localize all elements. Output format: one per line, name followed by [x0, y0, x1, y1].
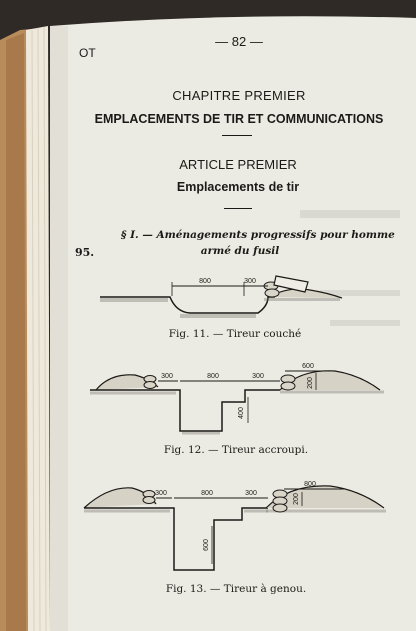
fig11-dim-2: 300 [244, 278, 256, 285]
figure-11-caption: Fig. 11. — Tireur couché [168, 328, 302, 340]
figure-13-caption: Fig. 13. — Tireur à genou. [165, 583, 307, 595]
fig13-dim-1: 300 [155, 490, 167, 497]
chapter-rule [222, 135, 252, 136]
fig13-dim-6: 200 [293, 493, 300, 505]
fig12-dim-4: 600 [302, 363, 314, 370]
fig13-dim-5: 600 [203, 539, 210, 551]
fig13-dim-2: 800 [201, 490, 213, 497]
running-head: OT [79, 46, 96, 60]
fig12-dim-3: 300 [252, 373, 264, 380]
fig12-dim-2: 800 [207, 373, 219, 380]
fig12-dim-6: 200 [307, 377, 314, 389]
section-heading-line1: § I. — Aménagements progressifs pour homme [121, 229, 395, 241]
fig13-dim-3: 300 [245, 490, 257, 497]
figure-13-drawing [0, 478, 416, 573]
fig13-dim-4: 800 [304, 481, 316, 488]
fig12-dim-1: 300 [161, 373, 173, 380]
fig12-dim-5: 400 [238, 407, 245, 419]
article-title: ARTICLE PREMIER [179, 157, 297, 172]
figure-12-drawing [0, 357, 416, 437]
article-subtitle: Emplacements de tir [176, 180, 300, 194]
fig11-dim-1: 800 [199, 278, 211, 285]
section-heading-line2: armé du fusil [200, 245, 280, 257]
chapter-subtitle: EMPLACEMENTS DE TIR ET COMMUNICATIONS [94, 112, 384, 126]
article-rule [224, 208, 252, 209]
page-number: — 82 — [215, 34, 263, 49]
chapter-title: CHAPITRE PREMIER [172, 88, 306, 103]
margin-number: 95. [75, 246, 95, 259]
figure-12-caption: Fig. 12. — Tireur accroupi. [163, 444, 309, 456]
